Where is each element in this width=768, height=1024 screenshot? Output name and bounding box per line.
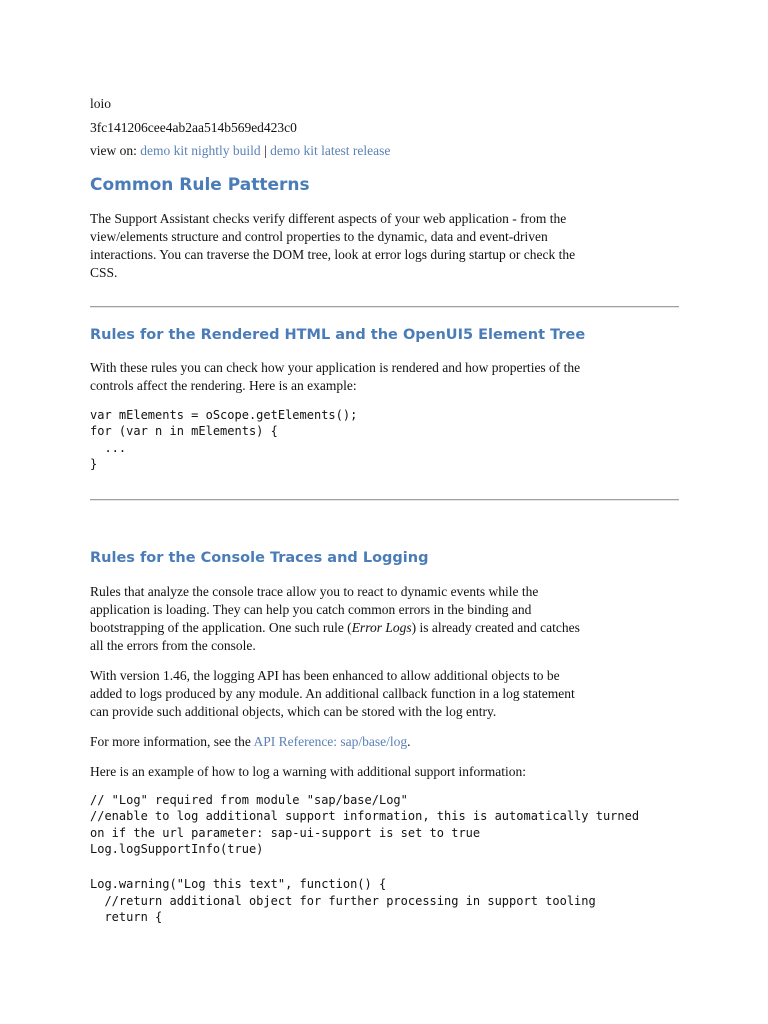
console-p1-line-4: all the errors from the console. [90, 638, 256, 653]
log-code-line-2: //enable to log additional support information, this is automatically turned [90, 809, 640, 823]
html-code-line-4: } [90, 457, 98, 471]
html-code-line-3: ... [90, 441, 127, 455]
log-code-line-7: return { [90, 910, 163, 924]
console-p2-line-1: With version 1.46, the logging API has been enhanced to allow additional objects to be [90, 668, 560, 683]
html-code-line-2: for (var n in mElements) { [90, 424, 278, 438]
log-code-line-5: Log.warning("Log this text", function() { [90, 877, 387, 891]
log-code-line-4: Log.logSupportInfo(true) [90, 842, 264, 856]
console-p1-line-1: Rules that analyze the console trace allow you to react to dynamic events while the [90, 584, 539, 599]
console-p3 [90, 733, 411, 752]
console-p2-line-2: added to logs produced by any module. An additional callback function in a log statement [90, 686, 575, 701]
section-console-heading: Rules for the Console Traces and Logging [90, 550, 429, 566]
console-p1-line-3-after: ) is already created and catches [411, 620, 580, 635]
html-body-line-1: With these rules you can check how your application is rendered and how properties of the [90, 360, 581, 375]
log-code-line-1: // "Log" required from module "sap/base/Log" [90, 793, 408, 807]
console-p2-line-3: can provide such additional objects, which can be stored with the log entry. [90, 704, 497, 719]
log-code-line-6: //return additional object for further processing in support tooling [90, 894, 596, 908]
demo-kit-nightly-link[interactable]: demo kit nightly build [140, 143, 261, 158]
link-separator: | [264, 143, 267, 158]
api-reference-link[interactable]: API Reference: sap/base/log [253, 734, 408, 749]
loio-label: loio [90, 96, 112, 111]
html-code-line-1: var mElements = oScope.getElements(); [90, 408, 358, 422]
log-code-line-3: on if the url parameter: sap-ui-support is set to true [90, 826, 481, 840]
console-p3-after: . [407, 734, 411, 749]
console-p4: Here is an example of how to log a warning with additional support information: [90, 764, 527, 779]
divider-1 [90, 306, 679, 308]
console-p1-line-2: application is loading. They can help you catch common errors in the binding and [90, 602, 532, 617]
html-body-line-2: controls affect the rendering. Here is an example: [90, 378, 357, 393]
loio-id: 3fc141206cee4ab2aa514b569ed423c0 [90, 120, 297, 135]
section-html-heading: Rules for the Rendered HTML and the OpenUI5 Element Tree [90, 327, 586, 343]
intro-line-4: CSS. [90, 265, 118, 280]
error-logs-term: Error Logs [351, 620, 412, 635]
demo-kit-latest-link[interactable]: demo kit latest release [270, 143, 391, 158]
intro-line-3: interactions. You can traverse the DOM tree, look at error logs during startup or check the [90, 247, 576, 262]
divider-2 [90, 499, 679, 501]
page-title: Common Rule Patterns [90, 175, 310, 195]
intro-line-1: The Support Assistant checks verify different aspects of your web application - from the [90, 211, 567, 226]
console-p1-line-3-before: bootstrapping of the application. One such rule ( [90, 620, 352, 635]
intro-line-2: view/elements structure and control properties to the dynamic, data and event-driven [90, 229, 548, 244]
view-on-line [90, 142, 390, 161]
console-p1-line-3 [90, 619, 580, 638]
console-p3-before: For more information, see the [90, 734, 254, 749]
view-on-label: view on: [90, 143, 137, 158]
